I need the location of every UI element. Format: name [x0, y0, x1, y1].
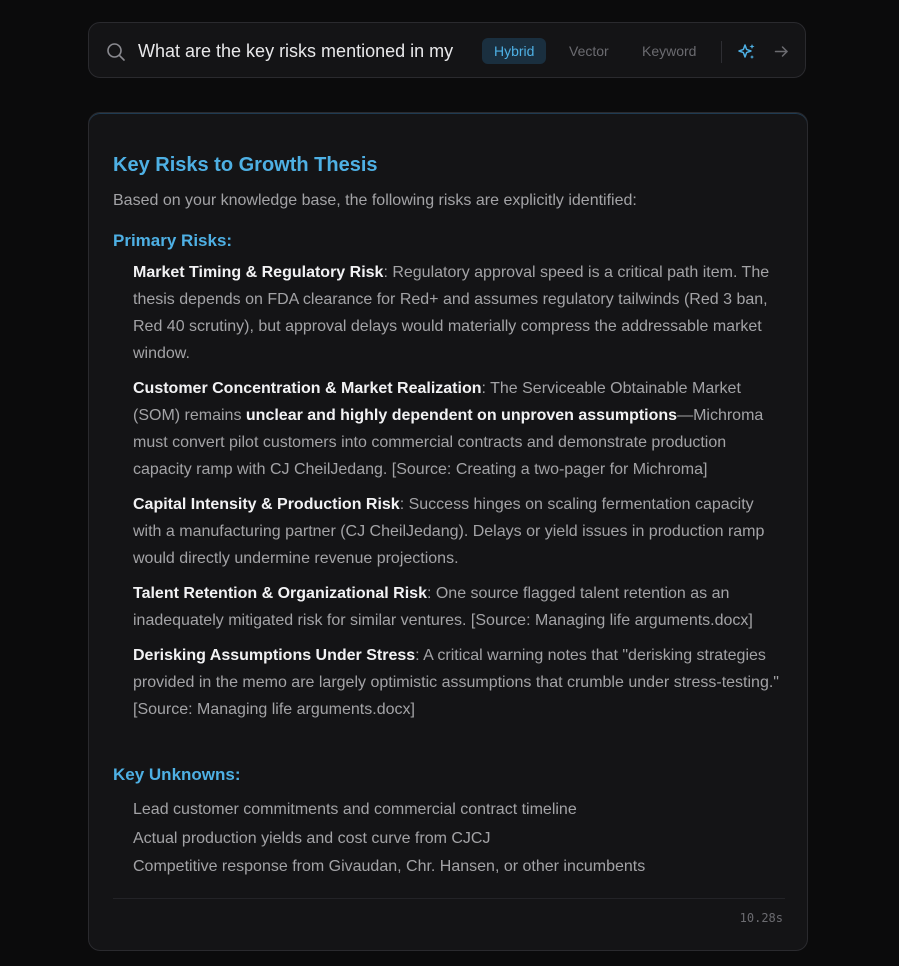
key-unknowns-heading: Key Unknowns: [113, 765, 241, 784]
risk-item [133, 491, 785, 572]
unknown-item: Lead customer commitments and commercial contract timeline [133, 801, 577, 818]
risk-text: : Regulatory approval speed is a critical path item. The thesis depends on FDA clearance for Red+ and assumes regulatory tailwinds (Red 3 ban, Red 40 scrutiny), but approval delays would materially compress the addressable market window. [133, 264, 770, 362]
unknown-item: Competitive response from Givaudan, Chr. Hansen, or other incumbents [133, 858, 646, 875]
risk-text: : A critical warning notes that "derisking strategies provided in the memo are largely optimistic assumptions that crumble under stress-testing." [Source: Managing life arguments.docx] [133, 647, 779, 718]
search-icon [106, 42, 126, 62]
arrow-right-icon[interactable] [773, 43, 790, 60]
answer-card [88, 112, 808, 951]
risk-title: Derisking Assumptions Under Stress [133, 647, 416, 664]
answer-title: Key Risks to Growth Thesis [113, 154, 378, 176]
risk-item [133, 580, 785, 634]
mode-vector-button[interactable]: Vector [569, 43, 609, 59]
elapsed-time: 10.28s [739, 911, 783, 925]
risk-text: : The Serviceable Obtainable Market (SOM) remains [133, 380, 741, 424]
unknowns-list [133, 796, 773, 882]
risk-item [133, 259, 785, 367]
mode-keyword-button[interactable]: Keyword [642, 43, 697, 59]
risk-emphasis: unclear and highly dependent on unproven assumptions [245, 407, 678, 424]
search-bar [88, 22, 806, 78]
risk-item [133, 375, 785, 483]
risk-list [133, 259, 785, 731]
risk-title: Talent Retention & Organizational Risk [133, 585, 427, 602]
unknown-item: Actual production yields and cost curve from CJCJ [133, 829, 491, 847]
risk-title: Capital Intensity & Production Risk [133, 496, 400, 513]
risk-title: Market Timing & Regulatory Risk [133, 264, 384, 281]
search-bar-divider [721, 41, 722, 63]
search-input[interactable] [138, 37, 478, 65]
sparkle-icon[interactable] [737, 42, 757, 62]
primary-risks-heading: Primary Risks: [113, 231, 233, 250]
answer-intro: Based on your knowledge base, the following risks are explicitly identified: [113, 192, 637, 209]
mode-hybrid-button[interactable]: Hybrid [482, 38, 546, 64]
risk-text: : One source flagged talent retention as an inadequately mitigated risk for similar ventures. [Source: Managing life arguments.docx] [133, 585, 753, 629]
footer-divider [113, 898, 785, 899]
risk-text: —Michroma must convert pilot customers into commercial contracts and demonstrate production capacity ramp with CJ CheilJedang. [Source: Creating a two-pager for Michroma] [133, 407, 764, 478]
risk-item [133, 642, 785, 723]
risk-title: Customer Concentration & Market Realization [133, 380, 482, 397]
risk-text: : Success hinges on scaling fermentation capacity with a manufacturing partner (CJ CheilJedang). Delays or yield issues in production ramp would directly undermine revenue projections. [133, 496, 765, 567]
